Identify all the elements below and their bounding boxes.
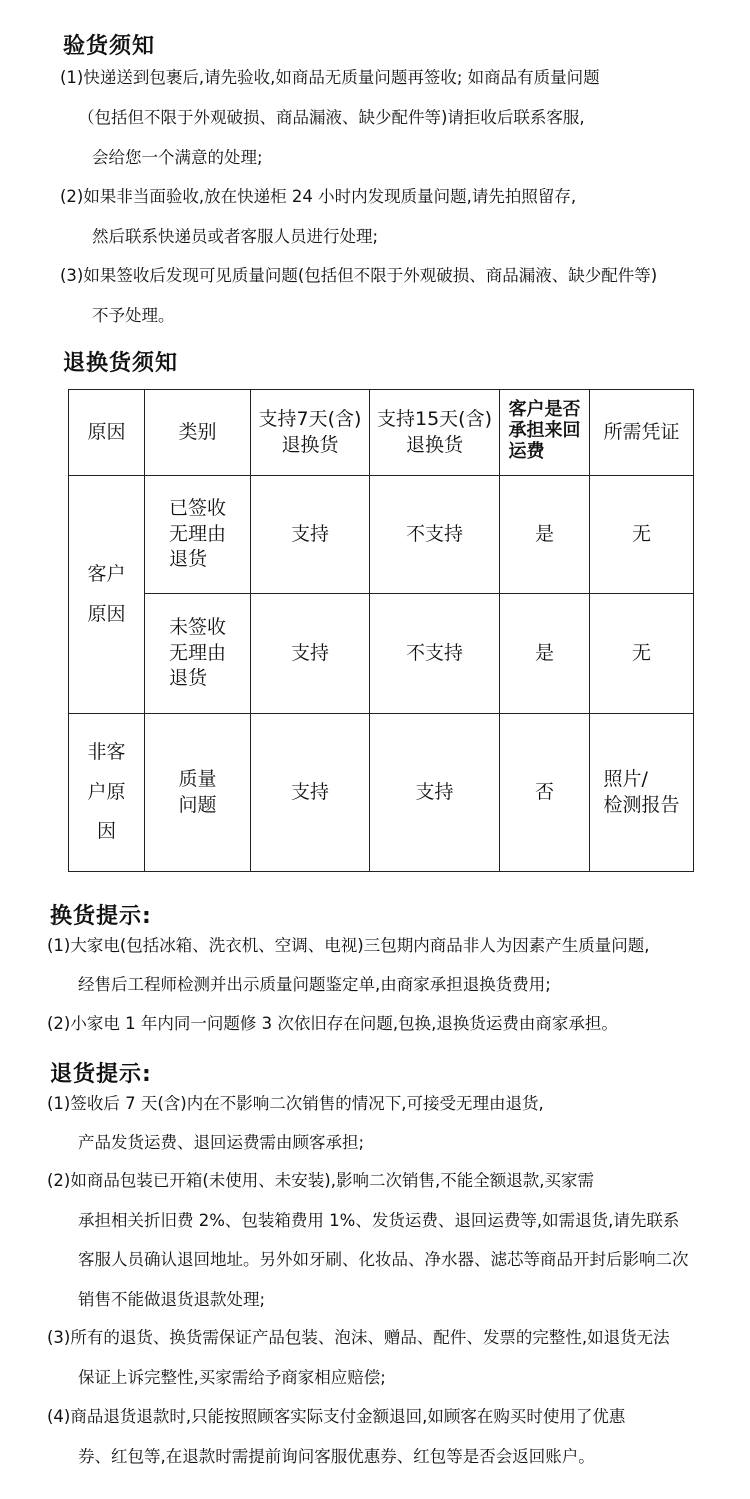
inspection-line: (1)快递送到包裹后,请先验收,如商品无质量问题再签收; 如商品有质量问题 [60,68,600,87]
header-7-day: 支持7天(含) 退换货 [251,390,370,476]
proof-cell: 照片/ 检测报告 [590,714,694,872]
header-15-day: 支持15天(含) 退换货 [370,390,500,476]
fifteen-day-cell: 不支持 [370,476,500,594]
return-tip-line: (1)签收后 7 天(含)内在不影响二次销售的情况下,可接受无理由退货, [47,1094,544,1113]
return-tip-line: (3)所有的退货、换货需保证产品包装、泡沫、赠品、配件、发票的完整性,如退货无法 [47,1328,670,1347]
fifteen-day-cell: 支持 [370,714,500,872]
return-tip-line: (4)商品退货退款时,只能按照顾客实际支付金额退回,如顾客在购买时使用了优惠 [47,1407,626,1426]
header-proof: 所需凭证 [590,390,694,476]
exchange-tip-line: (1)大家电(包括冰箱、洗衣机、空调、电视)三包期内商品非人为因素产生质量问题, [47,936,650,955]
shipping-cell: 否 [500,714,590,872]
exchange-tips-title: 换货提示: [50,904,152,929]
non-customer-reason-cell: 非客 户原 因 [69,714,145,872]
table-row [69,476,694,594]
inspection-line: (3)如果签收后发现可见质量问题(包括但不限于外观破损、商品漏液、缺少配件等) [60,266,658,285]
category-cell: 已签收 无理由 退货 [145,476,251,594]
shipping-cell: 是 [500,476,590,594]
return-tips-title: 退货提示: [50,1062,152,1087]
inspection-title: 验货须知 [63,34,156,59]
category-cell: 质量 问题 [145,714,251,872]
shipping-cell: 是 [500,594,590,714]
table-row [69,594,694,714]
seven-day-cell: 支持 [251,476,370,594]
header-category: 类别 [145,390,251,476]
return-policy-table [68,389,694,872]
header-reason: 原因 [69,390,145,476]
return-tip-line: 客服人员确认退回地址。另外如牙刷、化妆品、净水器、滤芯等商品开封后影响二次 [78,1250,689,1269]
return-tip-line: 保证上诉完整性,买家需给予商家相应赔偿; [78,1368,386,1387]
customer-reason-cell: 客户 原因 [69,476,145,714]
return-tip-line: 销售不能做退货退款处理; [78,1290,266,1309]
return-tip-line: (2)如商品包装已开箱(未使用、未安装),影响二次销售,不能全额退款,买家需 [47,1171,594,1190]
seven-day-cell: 支持 [251,714,370,872]
seven-day-cell: 支持 [251,594,370,714]
return-tip-line: 产品发货运费、退回运费需由顾客承担; [78,1133,365,1152]
exchange-notice-title: 退换货须知 [63,351,179,376]
return-tip-line: 券、红包等,在退款时需提前询问客服优惠券、红包等是否会返回账户。 [78,1447,595,1466]
fifteen-day-cell: 不支持 [370,594,500,714]
proof-cell: 无 [590,594,694,714]
inspection-line: (2)如果非当面验收,放在快递柜 24 小时内发现质量问题,请先拍照留存, [60,187,577,206]
inspection-line: 会给您一个满意的处理; [92,148,263,167]
exchange-tip-line: 经售后工程师检测并出示质量问题鉴定单,由商家承担退换货费用; [78,975,551,994]
category-cell: 未签收 无理由 退货 [145,594,251,714]
exchange-tip-line: (2)小家电 1 年内同一问题修 3 次依旧存在问题,包换,退换货运费由商家承担。 [47,1014,618,1033]
header-shipping: 客户是否 承担来回 运费 [500,390,590,476]
inspection-line: 然后联系快递员或者客服人员进行处理; [92,227,379,246]
return-tip-line: 承担相关折旧费 2%、包装箱费用 1%、发货运费、退回运费等,如需退货,请先联系 [78,1211,680,1230]
table-header-row [69,390,694,476]
table-row [69,714,694,872]
proof-cell: 无 [590,476,694,594]
inspection-line: 不予处理。 [92,306,175,325]
inspection-line: （包括但不限于外观破损、商品漏液、缺少配件等)请拒收后联系客服, [78,108,585,127]
